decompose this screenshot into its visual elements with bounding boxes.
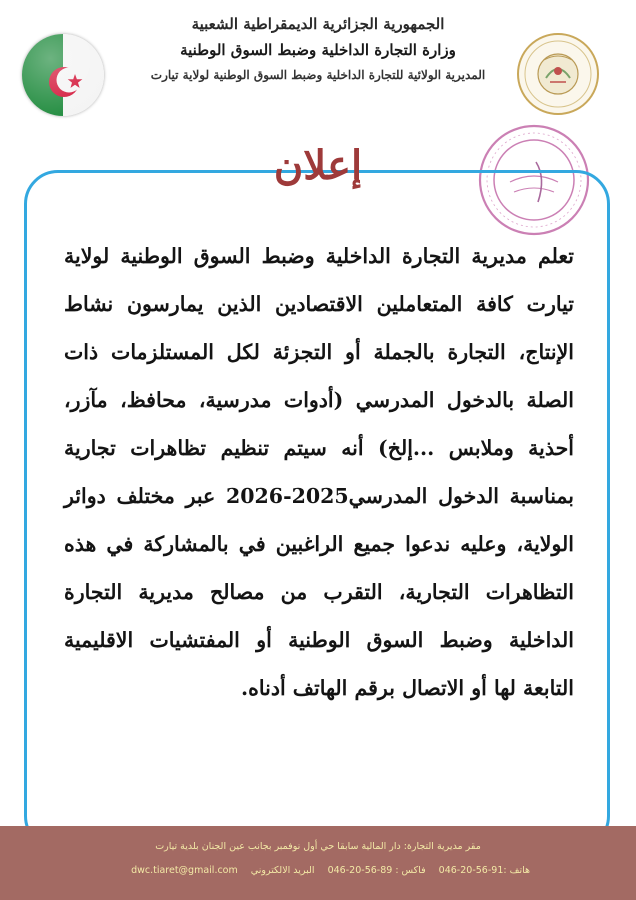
republic-name: الجمهورية الجزائرية الديمقراطية الشعبية bbox=[191, 15, 445, 33]
footer-email-label: البريد الالكتروني bbox=[250, 865, 315, 876]
announcement-title: إعلان bbox=[273, 142, 363, 189]
footer-bar bbox=[0, 826, 636, 900]
directorate-name: المديرية الولائية للتجارة الداخلية وضبط السوق الوطنية لولاية تيارت bbox=[150, 67, 486, 82]
footer-contacts bbox=[130, 865, 530, 876]
national-seal-icon bbox=[514, 30, 602, 118]
letterhead-text bbox=[120, 14, 516, 83]
ministry-name: وزارة التجارة الداخلية وضبط السوق الوطنية bbox=[180, 41, 456, 60]
algeria-flag-icon bbox=[22, 34, 104, 116]
flag-graphic bbox=[22, 34, 104, 116]
footer-email[interactable]: dwc.tiaret@gmail.com bbox=[131, 865, 238, 876]
announcement-body: تعلم مديرية التجارة الداخلية وضبط السوق الوطنية لولاية تيارت كافة المتعاملين الاقتصادين الذين يمارسون نشاط الإنتاج، التجارة بالجملة أو التجزئة لكل المستلزمات ذات الصلة بالدخول المدرسي (أدوات مدرسية، محافظ، مآزر، أحذية وملابس ...إلخ) أنه سيتم تنظيم تظاهرات تجارية بمناسبة الدخول المدرسي2025-2026 عبر مختلف دوائر الولاية، وعليه ندعوا جميع الراغبين في بالمشاركة في هذه التظاهرات التجارية، التقرب من مصالح مديرية التجارة الداخلية وضبط السوق الوطنية أو المفتشيات الاقليمية التابعة لها أو الاتصال برقم الهاتف أدناه. bbox=[64, 244, 574, 700]
footer-phone: هاتف :91-56-20-046 bbox=[438, 865, 530, 876]
seal-graphic bbox=[514, 30, 602, 118]
footer-address: مقر مديرية التجارة: دار المالية سابقا حي أول نوفمبر بجانب عين الجنان بلدية تيارت bbox=[155, 841, 481, 852]
footer-fax: فاكس : 89-56-20-046 bbox=[327, 865, 426, 876]
letterhead bbox=[0, 0, 636, 150]
